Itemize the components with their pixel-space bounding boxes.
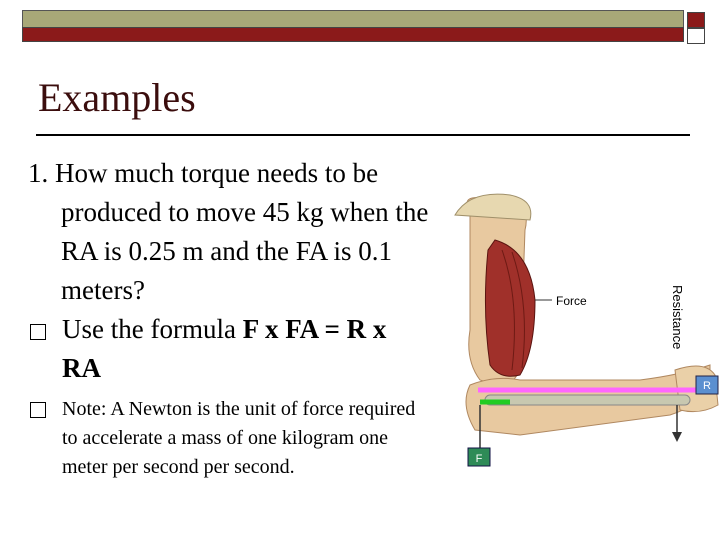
resistance-letter: R	[703, 380, 711, 392]
header-band	[22, 10, 682, 32]
shoulder	[455, 194, 531, 220]
down-arrow-icon	[672, 432, 682, 442]
slide-title: Examples	[38, 75, 196, 120]
resistance-label: Resistance	[670, 285, 685, 350]
biceps-muscle	[485, 240, 535, 376]
corner-square-white	[687, 28, 705, 44]
formula-bold: F x FA = R x RA	[62, 314, 387, 383]
bullet-square-icon	[30, 402, 46, 418]
arm-lever-figure	[440, 190, 720, 530]
note-text: Note: A Newton is the unit of force required to accelerate a mass of one kilogram one meter per second per second.	[62, 398, 416, 478]
forearm-bone	[485, 395, 690, 405]
formula-prefix: Use the formula	[62, 314, 243, 344]
force-label: Force	[556, 294, 587, 308]
header-red-bar	[22, 27, 684, 42]
formula-point	[62, 310, 422, 388]
corner-square-red	[687, 12, 705, 28]
question-text: 1. How much torque needs to be produced to move 45 kg when the RA is 0.25 m and the FA is 0.1 meters?	[28, 158, 429, 305]
bullet-square-icon	[30, 324, 46, 340]
title-divider	[36, 134, 690, 136]
fulcrum-letter: F	[475, 453, 483, 465]
